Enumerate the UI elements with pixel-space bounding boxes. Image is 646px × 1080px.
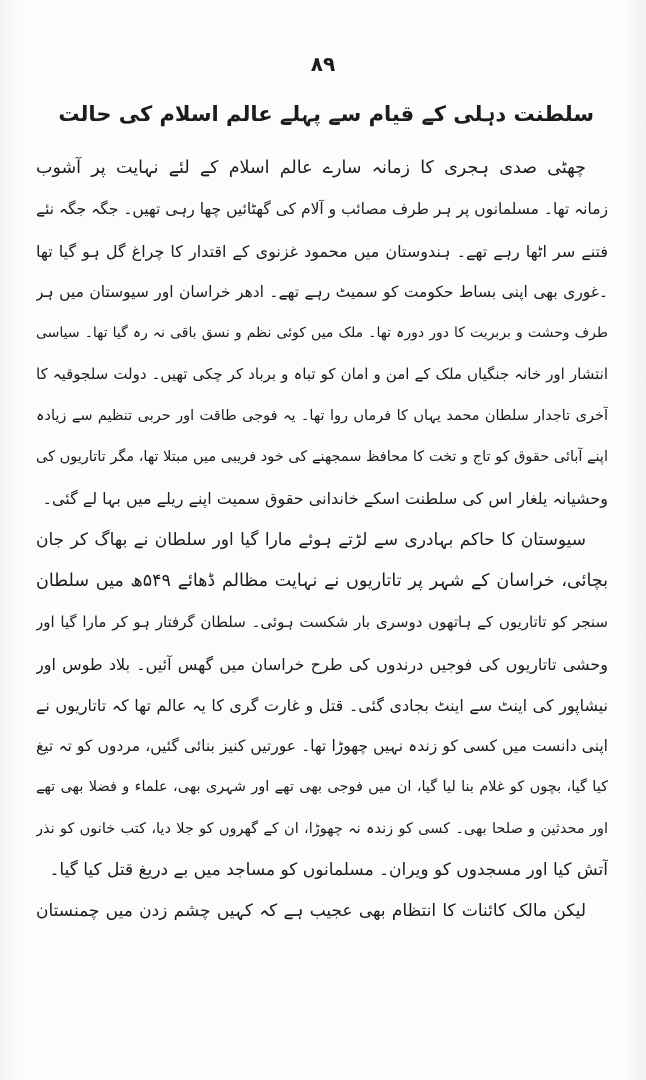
page-number: ۸۹ — [310, 52, 336, 76]
text-line: سیوستان کا حاکم بہادری سے لڑتے ہوئے مارا گیا اور سلطان نے بھاگ کر جان — [36, 529, 586, 550]
text-line: وحشیانہ یلغار اس کی سلطنت اسکے خاندانی حقوق سمیت اپنے ریلے میں بہا لے گئی۔ — [42, 489, 608, 509]
text-line: وحشی تاتاریوں کی فوجیں درندوں کی طرح خراسان میں گھس آئیں۔ بلاد طوس اور — [36, 654, 608, 674]
text-line: سنجر کو تاتاریوں کے ہاتھوں دوسری بار شکست ہوئی۔ سلطان گرفتار ہو کر مارا گیا اور — [36, 613, 608, 632]
text-line: بچائی، خراسان کے شہر پر تاتاریوں نے نہایت مظالم ڈھائے ۵۴۹ھ میں سلطان — [36, 570, 608, 591]
text-line: اپنے آبائی حقوق کو تاج و تخت کا محافظ سمجھنے کی خود فریبی میں مبتلا تھا، مگر تاتاریوں کی — [36, 449, 608, 466]
paragraph-1 — [36, 148, 608, 520]
text-line: زمانہ تھا۔ مسلمانوں پر ہر طرف مصائب و آلام کی گھٹائیں چھا رہی تھیں۔ جگہ جگہ نئے — [36, 200, 608, 219]
text-line: نیشاپور کی اینٹ سے اینٹ بجادی گئی۔ قتل و غارت گری کا یہ عالم تھا کہ تاتاریوں نے — [36, 695, 608, 715]
section-heading: سلطنت دہلی کے قیام سے پہلے عالم اسلام کی حالت — [58, 102, 594, 126]
text-line: کیا گیا، بچوں کو غلام بنا لیا گیا، ان میں فوجی بھی تھے اور شہری بھی، علماء و فضلا بھی تھے — [36, 779, 608, 796]
text-line: آتش کیا اور مسجدوں کو ویران۔ مسلمانوں کو مساجد میں بے دریغ قتل کیا گیا۔ — [49, 860, 608, 881]
text-line: فتنے سر اٹھا رہے تھے۔ ہندوستان میں محمود غزنوی کے اقتدار کا چراغ گل ہو گیا تھا — [36, 241, 608, 261]
paragraph-3 — [36, 891, 608, 932]
text-line: ۔غوری بھی اپنی بساط حکومت کو سمیٹ رہے تھے۔ ادھر خراسان اور سیوستان میں ہر — [36, 282, 608, 301]
text-line: انتشار اور خانہ جنگیاں ملک کے امن و امان کو تباہ و برباد کر چکی تھیں۔ دولت سلجوقیہ کا — [36, 365, 608, 384]
text-line: آخری تاجدار سلطان محمد یہاں کا فرماں روا تھا۔ یہ فوجی طاقت اور حربی تنظیم سے زیادہ — [36, 407, 608, 424]
text-line: طرف وحشت و بربریت کا دور دورہ تھا۔ ملک میں کوئی نظم و نسق باقی نہ رہ گیا تھا۔ سیاسی — [36, 325, 608, 342]
text-line: لیکن مالک کائنات کا انتظام بھی عجیب ہے کہ کہیں چشم زدن میں چمنستان — [36, 901, 586, 922]
text-line: اور محدثین و صلحا بھی۔ کسی کو زندہ نہ چھوڑا، ان کے گھروں کو جلا دیا، کتب خانوں کو نذر — [36, 820, 608, 837]
paragraph-2 — [36, 520, 608, 892]
text-line: اپنی دانست میں کسی کو زندہ نہیں چھوڑا تھا۔ عورتیں کنیز بنائی گئیں، مردوں کو تہ تیغ — [36, 737, 608, 756]
text-line: چھٹی صدی ہجری کا زمانہ سارے عالم اسلام کے لئے نہایت پر آشوب — [36, 158, 586, 178]
body-text — [36, 148, 608, 933]
